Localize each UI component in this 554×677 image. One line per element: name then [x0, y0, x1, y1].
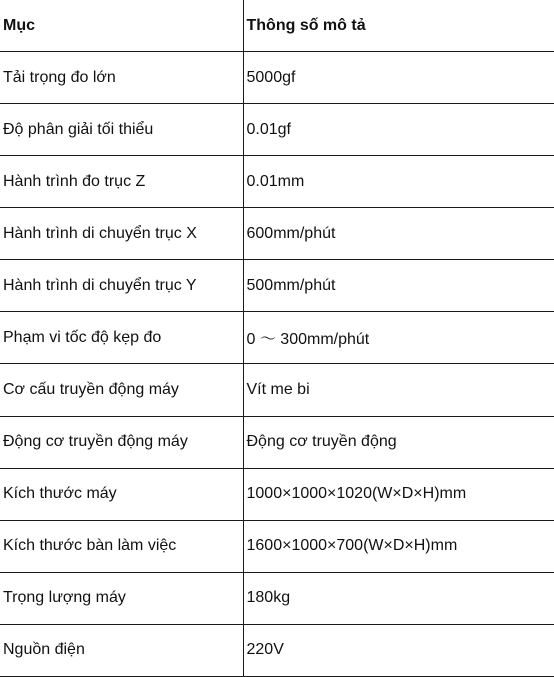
spec-item-cell: Trọng lượng máy: [0, 572, 243, 624]
table-row: [0, 520, 554, 572]
table-row: [0, 364, 554, 416]
table-row: [0, 156, 554, 208]
spec-value-cell: 1600×1000×700(W×D×H)mm: [243, 520, 554, 572]
table-row: [0, 572, 554, 624]
table-row: [0, 624, 554, 676]
spec-item-cell: Tải trọng đo lớn: [0, 52, 243, 104]
spec-value-cell: 0.01mm: [243, 156, 554, 208]
spec-item-cell: Độ phân giải tối thiểu: [0, 104, 243, 156]
spec-value-cell: 0 ～ 300mm/phút: [243, 312, 554, 364]
spec-value-cell: 5000gf: [243, 52, 554, 104]
table-row: [0, 260, 554, 312]
table-row: [0, 104, 554, 156]
spec-value-cell: Động cơ truyền động: [243, 416, 554, 468]
spec-table-body: [0, 52, 554, 677]
spec-value-cell: 600mm/phút: [243, 208, 554, 260]
table-row: [0, 468, 554, 520]
spec-item-cell: Hành trình di chuyển trục X: [0, 208, 243, 260]
spec-item-cell: Động cơ truyền động máy: [0, 416, 243, 468]
table-row: [0, 416, 554, 468]
header-item: Mục: [0, 0, 243, 52]
spec-value-cell: 500mm/phút: [243, 260, 554, 312]
spec-item-cell: Hành trình đo trục Z: [0, 156, 243, 208]
spec-value-cell: 0.01gf: [243, 104, 554, 156]
spec-item-cell: Cơ cấu truyền động máy: [0, 364, 243, 416]
spec-item-cell: Kích thước máy: [0, 468, 243, 520]
spec-value-cell: 220V: [243, 624, 554, 676]
spec-item-cell: Nguồn điện: [0, 624, 243, 676]
spec-item-cell: Phạm vi tốc độ kẹp đo: [0, 312, 243, 364]
header-description: Thông số mô tả: [243, 0, 554, 52]
spec-value-cell: Vít me bi: [243, 364, 554, 416]
spec-value-cell: 1000×1000×1020(W×D×H)mm: [243, 468, 554, 520]
spec-table-header: [0, 0, 554, 52]
spec-value-cell: 180kg: [243, 572, 554, 624]
table-row: [0, 208, 554, 260]
spec-item-cell: Kích thước bàn làm việc: [0, 520, 243, 572]
table-row: [0, 52, 554, 104]
header-row: [0, 0, 554, 52]
table-row: [0, 312, 554, 364]
spec-item-cell: Hành trình di chuyển trục Y: [0, 260, 243, 312]
